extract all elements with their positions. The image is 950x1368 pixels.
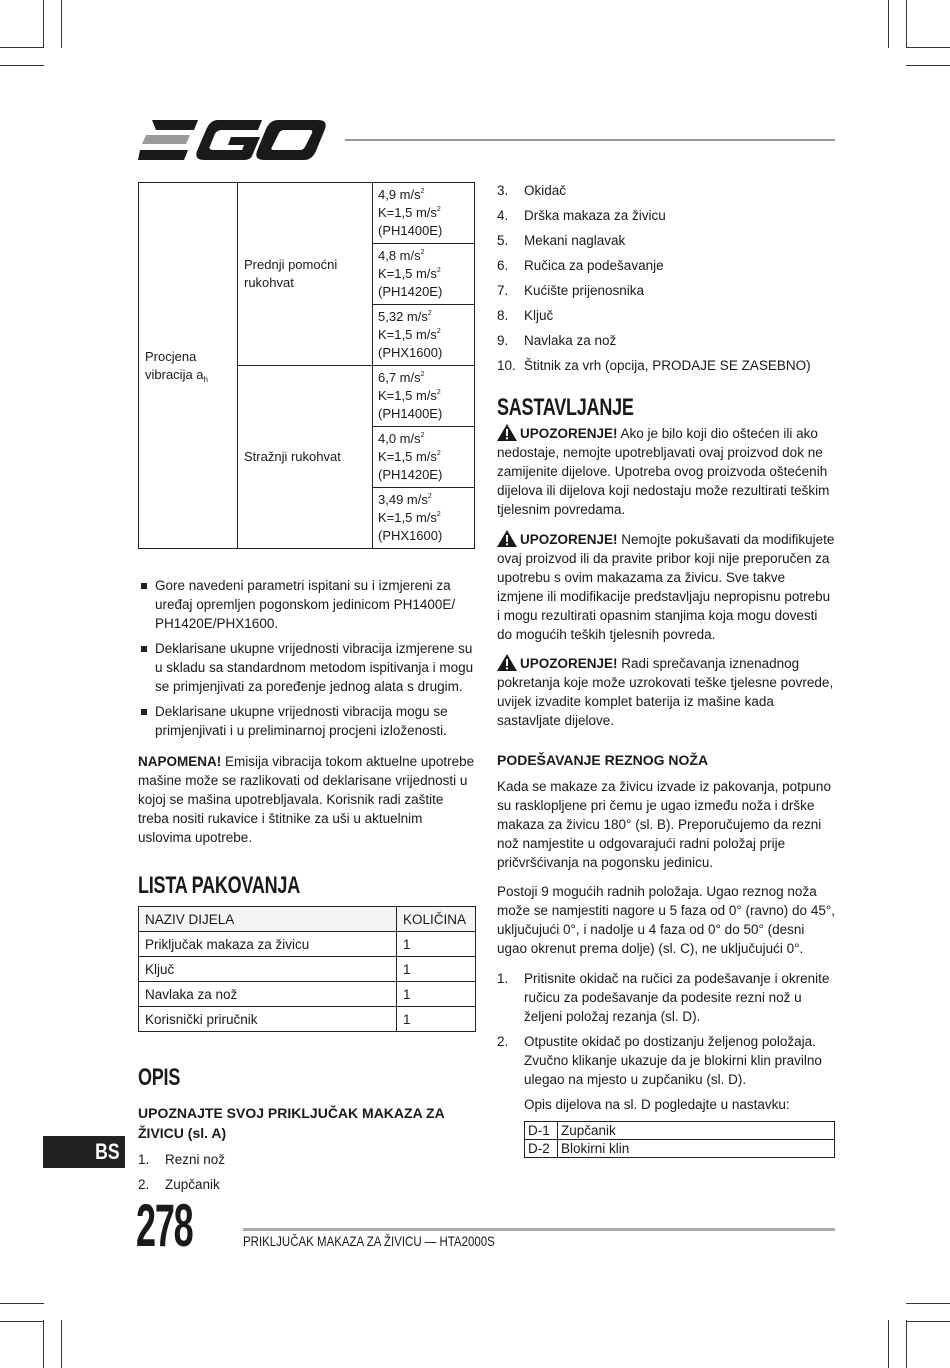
list-item: 1. Rezni nož [138, 1152, 226, 1167]
crop-mark [43, 0, 44, 48]
header-rule [345, 139, 835, 141]
list-item: 8. Ključ [497, 308, 554, 323]
list-item: 9. Navlaka za nož [497, 333, 617, 348]
crop-mark [906, 1321, 950, 1322]
footer-rule [243, 1228, 835, 1231]
list-item: Gore navedeni parametri ispitani su i izmjereni za uređaj opremljen pogonskom jedinicom PH1400E/ PH1420E/PHX1600. [138, 576, 476, 633]
crop-mark [906, 0, 907, 48]
table-row [139, 932, 476, 957]
page-number: 278 [136, 1192, 193, 1259]
group-label: Prednji pomoćni rukohvat [238, 183, 373, 366]
warning-icon [497, 654, 517, 671]
crop-mark [0, 1303, 44, 1304]
packing-part: Ključ [139, 957, 397, 982]
warning-icon [497, 530, 517, 547]
list-item: 10. Štitnik za vrh (opcija, PRODAJE SE ZASEBNO) [497, 358, 811, 373]
crop-mark [0, 65, 44, 66]
table-row [525, 1122, 835, 1140]
packing-table [138, 906, 476, 1032]
warning-paragraph: UPOZORENJE! Radi sprečavanja iznenadnog pokretanja koje može uzrokovati teške tjelesne povrede, uvijek izvadite komplet baterija iz mašine kada sastavljate dijelove. [497, 656, 834, 728]
packing-header-part: NAZIV DIJELA [139, 907, 397, 932]
packing-part: Priključak makaza za živicu [139, 932, 397, 957]
crop-mark [906, 65, 950, 66]
figure-legend-table [524, 1121, 835, 1158]
packing-title: LISTA PAKOVANJA [138, 872, 300, 899]
legend-text: Zupčanik [558, 1122, 835, 1140]
list-item: 5. Mekani naglavak [497, 233, 626, 248]
legend-text: Blokirni klin [558, 1140, 835, 1158]
warning-paragraph: UPOZORENJE! Nemojte pokušavati da modifikujete ovaj proizvod ili da pravite pribor koji nije preporučen za upotrebu s ovim makazama za živicu. Sve takve izmjene ili modifikacije predstavljaju nepropisnu potrebu i mogu rezultirati opasnim stanjima koja mogu dovesti do mogućih teških tjelesnih povreda. [497, 532, 835, 642]
warning-paragraph: UPOZORENJE! Ako je bilo koji dio oštećen ili ako nedostaje, nemojte upotrebljavati ovaj proizvod dok ne zamijenite dijelove. Upotreba ovog proizvoda oštećenih dijelova ili dijelova koji nedostaju može rezultirati teškim tjelesnim povredama. [497, 426, 830, 517]
packing-qty: 1 [397, 1007, 476, 1032]
parts-list-right [497, 181, 835, 381]
packing-qty: 1 [397, 982, 476, 1007]
vibration-value: 4,8 $m/s^2$ K=1,5 $m/s^2$ (PH1420E) [373, 244, 475, 305]
legend-code: D-1 [525, 1122, 558, 1140]
crop-mark [0, 1321, 44, 1322]
vibration-row-label: Procjena vibracija $a_h$ [139, 183, 238, 549]
adjust-paragraph: Postoji 9 mogućih radnih položaja. Ugao reznog noža može se namjestiti nagore u 5 faza od 0° (ravno) do 45°, uključujući 0°, i nadolje u 4 faza od 0° do 50° (desni ugao okrenut prema dolje) (sl. C), ne uključujući 0°. [497, 884, 835, 956]
language-label: BS [95, 1139, 120, 1164]
legend-code: D-2 [525, 1140, 558, 1158]
packing-part: Korisnički priručnik [139, 1007, 397, 1032]
table-row [139, 982, 476, 1007]
list-item: Deklarisane ukupne vrijednosti vibracija mogu se primjenjivati i u preliminarnoj procjeni izloženosti. [138, 702, 476, 740]
list-item: 7. Kućište prijenosnika [497, 283, 645, 298]
note-paragraph: NAPOMENA! Emisija vibracija tokom aktuelne upotrebe mašine može se razlikovati od deklarisane vrijednosti u kojoj se mašina upotrebljavala. Korisnik radi zaštite treba nositi rukavice i štitnike za uši u aktuelnim uslovima upotrebe. [138, 754, 475, 845]
adjust-title: PODEŠAVANJE REZNOG NOŽA [497, 752, 709, 768]
crop-mark [43, 1320, 44, 1368]
assembly-title: SASTAVLJANJE [497, 394, 634, 421]
list-item: 3. Okidač [497, 183, 567, 198]
crop-mark [61, 0, 62, 48]
crop-mark [906, 1303, 950, 1304]
table-row [139, 957, 476, 982]
packing-qty: 1 [397, 957, 476, 982]
description-title: OPIS [138, 1064, 181, 1091]
adjust-paragraph: Kada se makaze za živicu izvade iz pakovanja, potpuno su rasklopljene pri čemu je ugao između noža i drške makaza za živicu 180° (sl. B). Preporučujemo da rezni nož namjestite u odgovarajući radni položaj prije pričvršćivanja na pogonsku jedinicu. [497, 779, 831, 870]
vibration-value: 4,0 $m/s^2$ K=1,5 $m/s^2$ (PH1420E) [373, 427, 475, 488]
description-subtitle: UPOZNAJTE SVOJ PRIKLJUČAK MAKAZA ZA ŽIVICU (sl. A) [138, 1105, 445, 1141]
list-item: 1. Pritisnite okidač na ručici za podešavanje i okrenite ručicu za podešavanje da podesite rezni nož u željeni položaj rezanja (sl. D). [497, 971, 830, 1024]
ego-logo [138, 118, 328, 162]
crop-mark [0, 47, 44, 48]
vibration-notes [138, 576, 476, 746]
list-item: 6. Ručica za podešavanje [497, 258, 664, 273]
crop-mark [61, 1320, 62, 1368]
list-item: 2. Zupčanik [138, 1177, 220, 1192]
adjust-steps [497, 969, 835, 1095]
vibration-value: 4,9 $m/s^2$ K=1,5 $m/s^2$ (PH1400E) [373, 183, 475, 244]
legend-intro: Opis dijelova na sl. D pogledajte u nastavku: [524, 1097, 790, 1112]
table-row [525, 1140, 835, 1158]
footer-title: PRIKLJUČAK MAKAZA ZA ŽIVICU — HTA2000S [243, 1233, 495, 1249]
crop-mark [906, 1320, 907, 1368]
language-tab [43, 1136, 125, 1168]
list-item: Deklarisane ukupne vrijednosti vibracija izmjerene su u skladu sa standardnom metodom ispitivanja i mogu se primjenjivati za poređenje jednog alata s drugim. [138, 639, 476, 696]
group-label: Stražnji rukohvat [238, 366, 373, 549]
crop-mark [888, 1320, 889, 1368]
packing-header-qty: KOLIČINA [397, 907, 476, 932]
vibration-value: 6,7 $m/s^2$ K=1,5 $m/s^2$ (PH1400E) [373, 366, 475, 427]
vibration-value: 3,49 $m/s^2$ K=1,5 $m/s^2$ (PHX1600) [373, 488, 475, 549]
crop-mark [906, 47, 950, 48]
table-row [139, 1007, 476, 1032]
list-item: 2. Otpustite okidač po dostizanju željenog položaja. Zvučno klikanje ukazuje da je blokirni klin pravilno ulegao na mjesto u zupčaniku (sl. D). [497, 1034, 822, 1087]
list-item: 4. Drška makaza za živicu [497, 208, 666, 223]
warning-icon [497, 424, 517, 441]
crop-mark [888, 0, 889, 48]
packing-part: Navlaka za nož [139, 982, 397, 1007]
packing-qty: 1 [397, 932, 476, 957]
vibration-table [138, 182, 475, 549]
vibration-value: 5,32 $m/s^2$ K=1,5 $m/s^2$ (PHX1600) [373, 305, 475, 366]
